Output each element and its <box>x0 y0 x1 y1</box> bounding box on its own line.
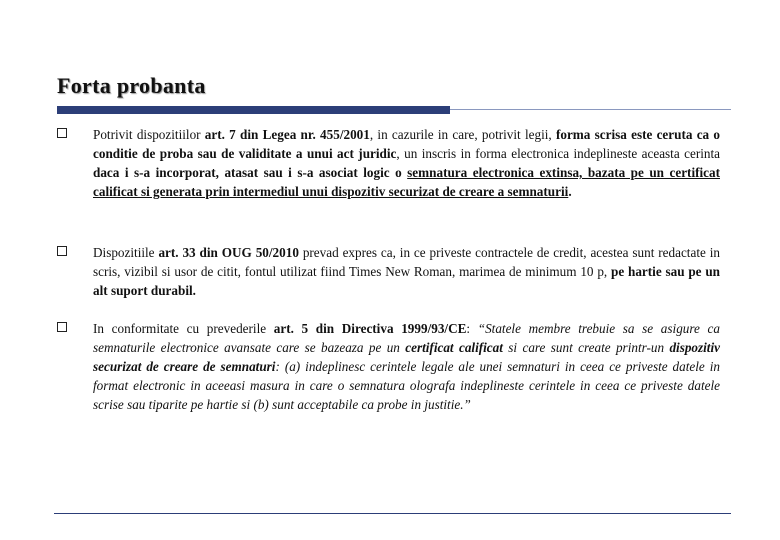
text: Potrivit dispozitiilor <box>93 127 205 142</box>
quote-text: : (a) indeplinesc cerintele legale ale unei semnaturi in ceea ce priveste datele in format electronic in aceeasi masura in care o semnatura olografa indeplineste cerintele in ceea ce priveste datele scrise sau tiparite pe hartie si (b) sunt acceptabile ca probe in justitie.” <box>93 359 720 412</box>
square-bullet-icon <box>57 128 67 138</box>
law-reference: art. 7 din Legea nr. 455/2001 <box>204 127 370 142</box>
title-underline-bar <box>57 106 450 114</box>
law-reference: art. 5 din Directiva 1999/93/CE <box>273 321 467 336</box>
underlined-emphasis: semnatura electronica extinsa, bazata pe un certificat calificat si generata prin intermediul unui dispozitiv securizat de creare a semnaturii <box>93 165 720 199</box>
square-bullet-icon <box>57 322 67 332</box>
quote-text: si care sunt create printr-un <box>502 340 670 355</box>
text: prevad expres ca, in ce priveste contractele de credit, acestea sunt redactate in scris, vizibil si usor de citit, fontul utilizat fiind Times New Roman, marimea de minimum 10 p, <box>93 245 720 279</box>
emphasis: pe hartie sau pe un alt suport durabil. <box>93 264 720 298</box>
quote-text: “Statele membre trebuie sa se asigure ca semnaturile electronice avansate care se bazeaza pe un <box>93 321 720 355</box>
period: . <box>568 184 572 199</box>
slide-title: Forta probanta <box>57 73 206 98</box>
paragraph-2 <box>93 243 720 300</box>
emphasis: daca i s-a incorporat, atasat sau i s-a asociat logic o <box>93 165 408 180</box>
paragraph-1 <box>93 125 720 201</box>
footer-rule <box>54 513 731 514</box>
quote-emphasis: dispozitiv securizat de creare de semnaturi <box>93 340 720 374</box>
paragraph-3 <box>93 319 720 414</box>
text: Dispozitiile <box>93 245 159 260</box>
law-reference: art. 33 din OUG 50/2010 <box>158 245 299 260</box>
text: In conformitate cu prevederile <box>93 321 274 336</box>
text: : <box>466 321 478 336</box>
square-bullet-icon <box>57 246 67 256</box>
quote-emphasis: certificat calificat <box>405 340 503 355</box>
title-underline-rule <box>450 109 731 110</box>
emphasis: forma scrisa este ceruta ca o conditie de proba sau de validitate a unui act juridic <box>93 127 720 161</box>
text: , in cazurile in care, potrivit legii, <box>369 127 556 142</box>
text: , un inscris in forma electronica indeplineste aceasta cerinta <box>396 146 721 161</box>
